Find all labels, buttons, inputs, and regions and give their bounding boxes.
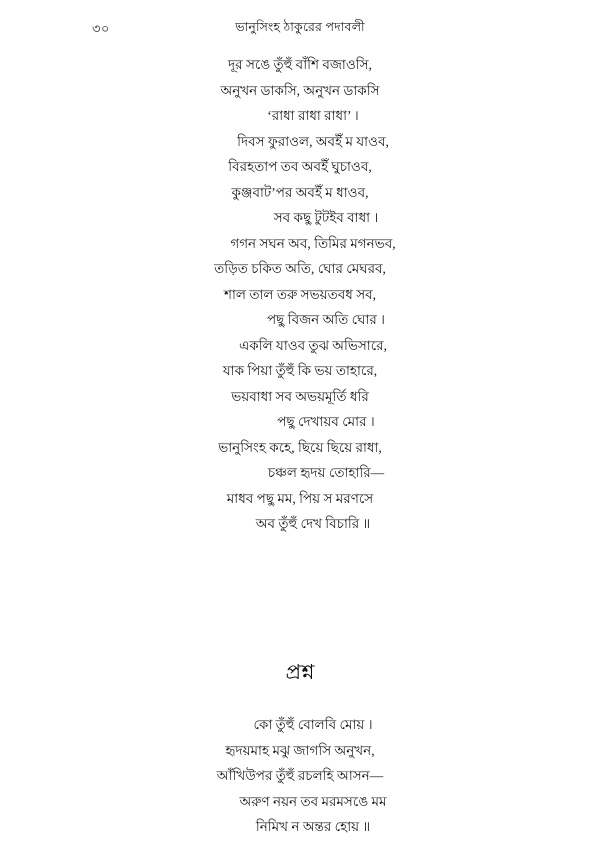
running-head: ভানুসিংহ ঠাকুরের পদাবলী xyxy=(235,20,365,34)
poem-line: চঞ্চল হৃদয় তোহারি— xyxy=(267,465,385,480)
poem-line: বিরহতাপ তব অবইঁ ঘুচাওব, xyxy=(228,159,372,174)
poem-line: দিবস ফুরাওল, অবইঁ ম যাওব, xyxy=(237,133,389,149)
poem-line: একলি যাওব তুঝ অভিসারে, xyxy=(239,337,387,353)
poem-line: শাল তাল তরু সভয়তবধ সব, xyxy=(224,286,376,302)
poem-line: নিমিখ ন অন্তর হোয় ॥ xyxy=(255,819,371,834)
poem-line: সব কছু টুটইব বাধা । xyxy=(273,210,379,225)
poem-line: মাধব পছু মম, পিয় স মরণসে xyxy=(226,490,374,506)
section-title: প্রশ্ন xyxy=(285,660,315,684)
poem-line: ভয়বাধা সব অভয়মূর্তি ধরি xyxy=(231,388,369,404)
page-number: ৩০ xyxy=(92,21,110,36)
poem-two-body xyxy=(0,712,600,840)
poem-line: তড়িত চকিত অতি, ঘোর মেঘরব, xyxy=(214,261,386,276)
poem-line: ভানুসিংহ কহে, ছিয়ে ছিয়ে রাধা, xyxy=(218,439,382,455)
poem-line: গগন সঘন অব, তিমির মগনভব, xyxy=(230,235,396,251)
poem-line: কো তুঁহুঁ বোলবি মোয় । xyxy=(253,717,373,732)
poem-line: দূর সঙে তুঁহুঁ বাঁশি বজাওসি, xyxy=(228,57,372,72)
poem-line: অনুখন ডাকসি, অনুখন ডাকসি xyxy=(220,82,380,98)
poem-line: পছু বিজন অতি ঘোর । xyxy=(266,312,386,327)
poem-line: ‘রাধা রাধা রাধা’ । xyxy=(267,108,359,123)
poem-line: অরুণ নয়ন তব মরমসঙে মম xyxy=(239,793,387,809)
poem-line: আঁখিউপর তুঁহুঁ রচলহি আসন— xyxy=(216,768,384,783)
poem-line: কুঞ্জবাট’পর অবইঁ ম ধাওব, xyxy=(231,184,369,200)
poem-one-body xyxy=(0,52,600,537)
poem-line: হৃদয়মাহ মঝু জাগসি অনুখন, xyxy=(225,742,375,758)
poem-line: পছু দেখায়ব মোর । xyxy=(277,414,375,429)
poem-line: অব তুঁহুঁ দেখ বিচারি ॥ xyxy=(255,516,371,531)
poem-line: যাক পিয়া তুঁহুঁ কি ভয় তাহারে, xyxy=(222,363,378,378)
